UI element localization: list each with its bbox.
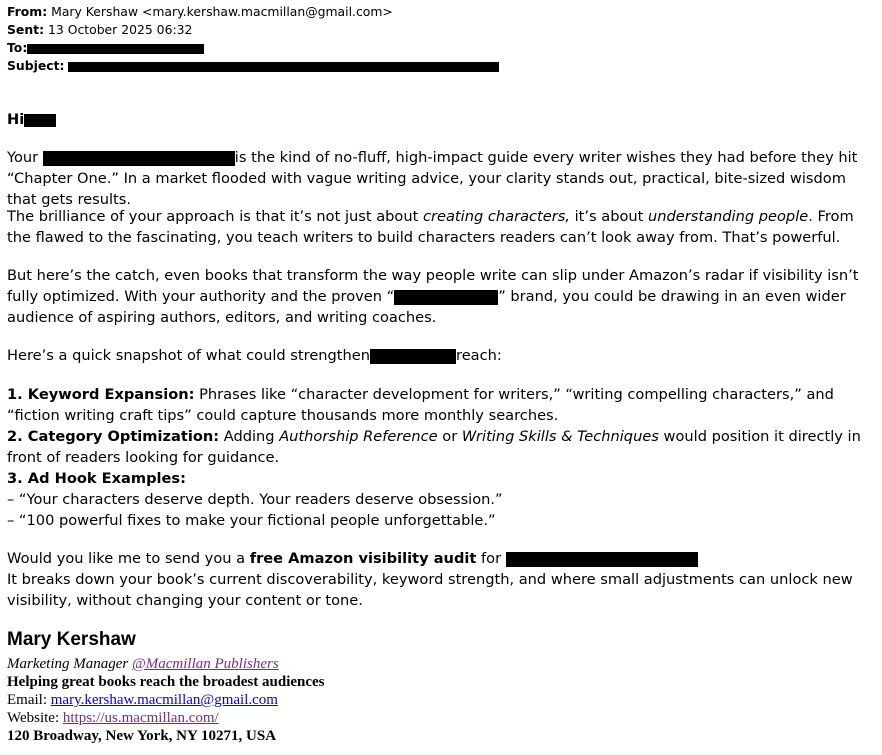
ad-hook-example-1: – “Your characters deserve depth. Your readers deserve obsession.” <box>7 491 503 508</box>
p5-text-d: It breaks down your book’s current discoverability, keyword strength, and where small adjustments can unlock new visibility, without changing your content or tone. <box>7 571 853 609</box>
p2-text-c: . From the flawed to the fascinating, you teach writers to build characters readers can’t look away from. That’s powerful. <box>7 208 854 246</box>
p4-text-a: Here’s a quick snapshot of what could strengthen <box>7 347 371 364</box>
p3-text-a: But here’s the catch, even books that transform the way people write can slip under Amazon’s radar if visibility isn’t fully optimized. With your authority and the proven “ <box>7 267 859 305</box>
address-text: 120 Broadway, New York, NY 10271, USA <box>7 728 277 744</box>
from-line <box>7 3 393 21</box>
email-link[interactable]: mary.kershaw.macmillan@gmail.com <box>50 692 278 708</box>
greeting-text: Hi <box>7 111 25 128</box>
greeting-name-redaction <box>24 114 56 127</box>
p2-text-b: it’s about <box>569 208 649 225</box>
signature-address <box>7 727 276 745</box>
l2-text-3: would position it directly in front of readers looking for guidance. <box>7 428 861 466</box>
signature-name: Mary Kershaw <box>7 629 136 650</box>
p3-text-b: ” brand, you could be drawing in an even wider audience of aspiring authors, editors, and writing coaches. <box>7 288 846 326</box>
l2-italic-2: Writing Skills & Techniques <box>461 428 659 445</box>
signature-title: Marketing Manager <box>7 656 132 672</box>
list-item-keyword-text: Phrases like “character development for writers,” “writing compelling characters,” and “fiction writing craft tips” could capture thousands more monthly searches. <box>7 386 834 424</box>
p1-text-b: is the kind of no-fluff, high-impact guide every writer wishes they had before they hit “Chapter One.” In a market flooded with vague writing advice, your clarity stands out, practical, bite-sized wisdom that gets results. <box>7 149 858 208</box>
greeting <box>7 109 879 130</box>
p2-italic-1: creating characters, <box>422 208 570 225</box>
list-item-category <box>7 426 879 468</box>
to-redaction <box>27 44 204 54</box>
subject-label: Subject: <box>7 58 65 73</box>
list-item-adhook <box>7 468 879 489</box>
l2-italic-1: Authorship Reference <box>279 428 438 445</box>
p5-text-a: Would you like me to send you a <box>7 550 250 567</box>
signature-email-line <box>7 691 278 709</box>
offer-line <box>7 548 879 569</box>
sent-label: Sent: <box>7 22 45 37</box>
paragraph-offer <box>7 548 879 611</box>
tagline-text: Helping great books reach the broadest audiences <box>7 674 325 690</box>
paragraph-intro <box>7 147 879 210</box>
list-item-keyword-title: 1. Keyword Expansion: <box>7 386 195 403</box>
p4-text-b: reach: <box>456 347 502 364</box>
list-item-category-title: 2. Category Optimization: <box>7 428 220 445</box>
signature-tagline <box>7 673 325 691</box>
list-item-keyword <box>7 384 879 426</box>
list-item-adhook-title: 3. Ad Hook Examples: <box>7 470 186 487</box>
website-link[interactable]: https://us.macmillan.com/ <box>62 710 219 726</box>
signature-title-line <box>7 655 279 673</box>
p5-bold: free Amazon visibility audit <box>249 550 477 567</box>
brand-redaction <box>394 290 498 305</box>
p2-italic-2: understanding people <box>648 208 809 225</box>
l2-text-1: Adding <box>219 428 280 445</box>
signature-website-line <box>7 709 219 727</box>
p2-text-a: The brilliance of your approach is that it’s not just about <box>7 208 423 225</box>
from-label: From: <box>7 4 48 19</box>
offer-title-redaction <box>506 552 698 567</box>
paragraph-catch <box>7 265 879 328</box>
to-line <box>7 39 204 57</box>
book-title-redaction <box>43 151 235 166</box>
l2-text-2: or <box>437 428 462 445</box>
paragraph-snapshot <box>7 345 879 366</box>
suggestion-list <box>7 384 879 531</box>
subject-line <box>7 57 499 75</box>
website-label: Website: <box>7 710 63 726</box>
p1-text-a: Your <box>7 149 39 166</box>
email-label: Email: <box>7 692 51 708</box>
company-link[interactable]: @Macmillan Publishers <box>131 656 279 672</box>
sent-value: 13 October 2025 06:32 <box>47 22 193 37</box>
author-redaction <box>370 349 456 364</box>
sent-line <box>7 21 192 39</box>
paragraph-brilliance <box>7 206 879 248</box>
p5-text-c: for <box>476 550 502 567</box>
subject-redaction <box>68 62 499 72</box>
to-label: To: <box>7 40 28 55</box>
ad-hook-example-2: – “100 powerful fixes to make your fictional people unforgettable.” <box>7 512 496 529</box>
from-value: Mary Kershaw <mary.kershaw.macmillan@gmail.com> <box>51 4 393 19</box>
